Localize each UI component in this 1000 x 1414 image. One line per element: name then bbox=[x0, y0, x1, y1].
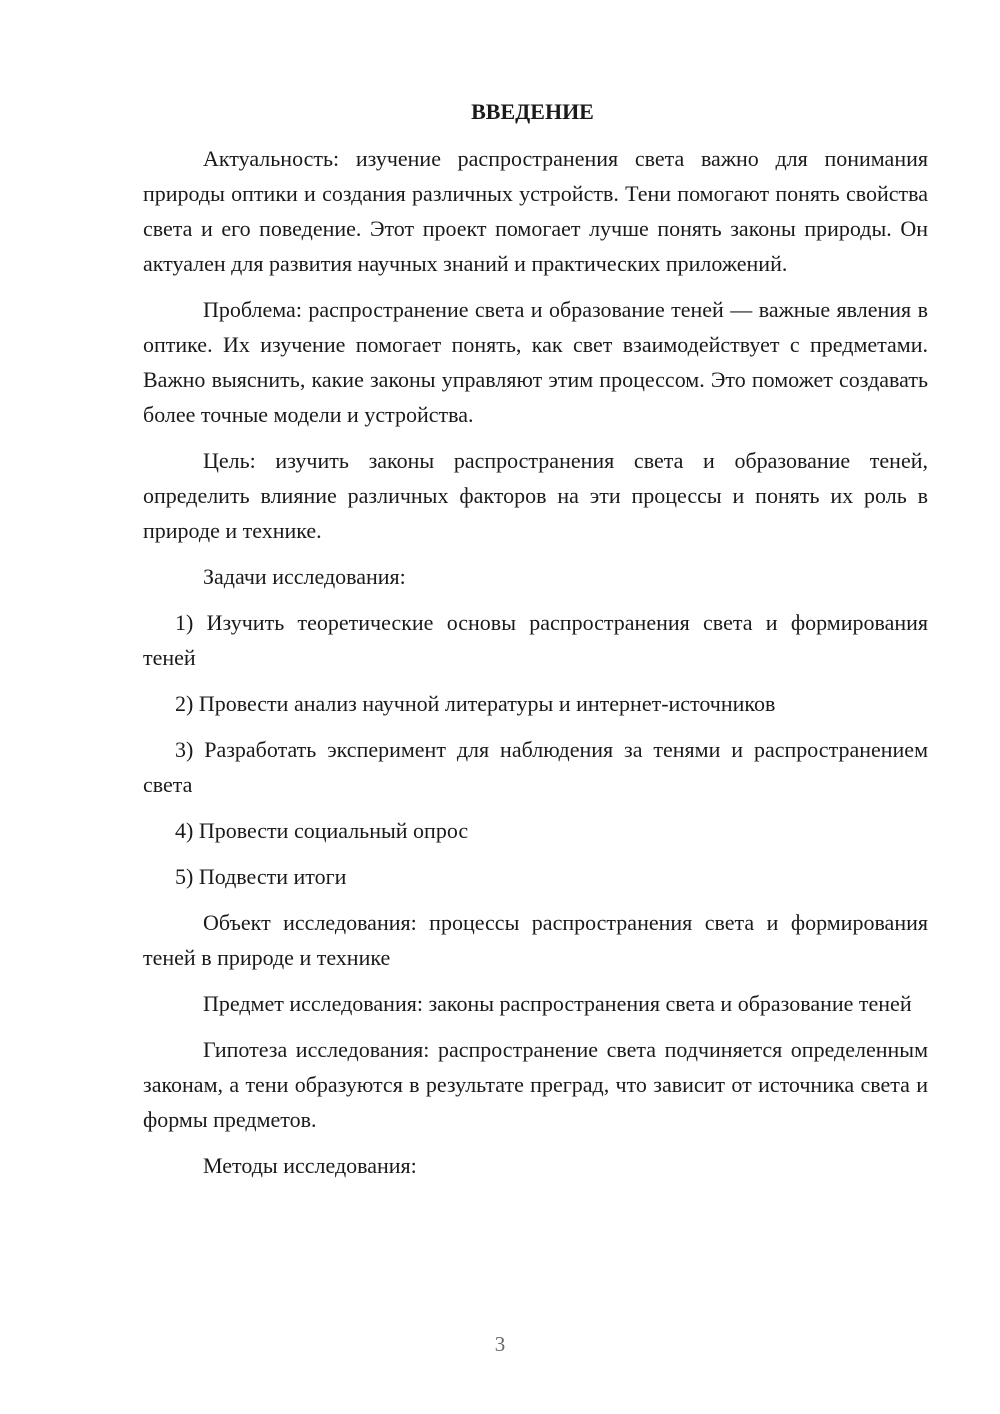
page-number: 3 bbox=[494, 1332, 506, 1356]
task-item-4: 4) Провести социальный опрос bbox=[175, 818, 469, 843]
task-item-1: 1) Изучить теоретические основы распространения света и формирования теней bbox=[143, 610, 928, 670]
tasks-heading: Задачи исследования: bbox=[203, 564, 406, 589]
paragraph-problem: Проблема: распространение света и образование теней — важные явления в оптике. Их изучение помогает понять, как свет взаимодействует с предметами. Важно выяснить, какие законы управляют этим процессом. Это поможет создавать более точные модели и устройства. bbox=[143, 297, 928, 427]
paragraph-relevance: Актуальность: изучение распространения света важно для понимания природы оптики и создания различных устройств. Тени помогают понять свойства света и его поведение. Этот проект помогает лучше понять законы природы. Он актуален для развития научных знаний и практических приложений. bbox=[143, 146, 928, 276]
paragraph-goal: Цель: изучить законы распространения света и образование теней, определить влияние различных факторов на эти процессы и понять их роль в природе и технике. bbox=[143, 448, 928, 543]
paragraph-object: Объект исследования: процессы распространения света и формирования теней в природе и технике bbox=[143, 910, 928, 970]
page-title: ВВЕДЕНИЕ bbox=[471, 99, 594, 124]
paragraph-subject: Предмет исследования: законы распространения света и образование теней bbox=[203, 991, 912, 1016]
document-page bbox=[143, 94, 928, 1194]
methods-heading: Методы исследования: bbox=[203, 1153, 417, 1178]
paragraph-hypothesis: Гипотеза исследования: распространение света подчиняется определенным законам, а тени образуются в результате преград, что зависит от источника света и формы предметов. bbox=[143, 1037, 928, 1132]
task-item-2: 2) Провести анализ научной литературы и интернет-источников bbox=[175, 691, 776, 716]
task-item-3: 3) Разработать эксперимент для наблюдения за тенями и распространением света bbox=[143, 737, 928, 797]
task-item-5: 5) Подвести итоги bbox=[175, 864, 347, 889]
